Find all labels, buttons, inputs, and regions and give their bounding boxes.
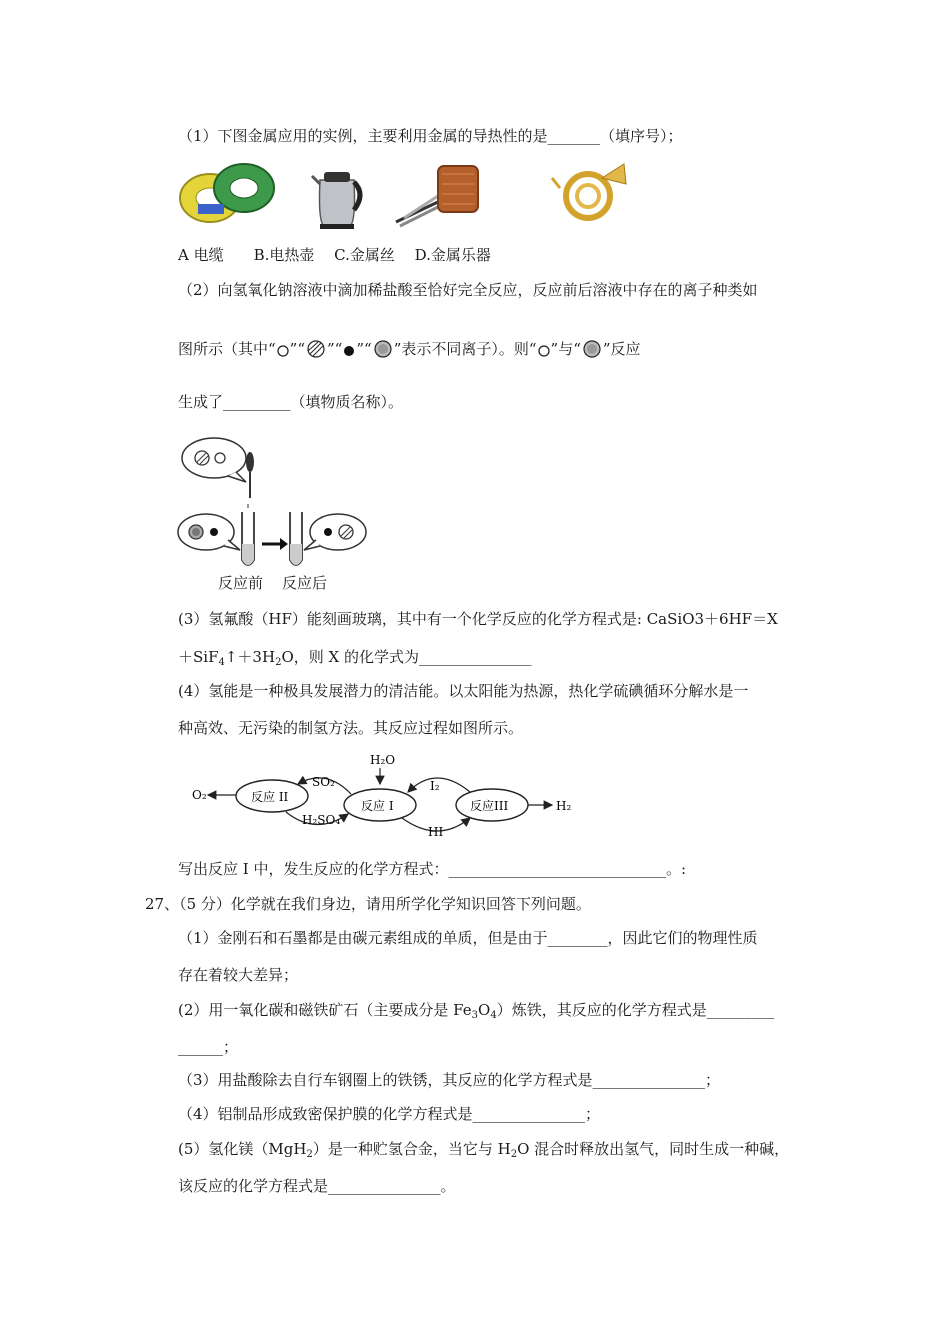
- q27-part5-line1: [178, 1139, 789, 1159]
- hatched-circle-ion-icon: [305, 340, 327, 358]
- subscript: 2: [275, 657, 282, 668]
- dotted-circle-ion-icon: [581, 340, 603, 358]
- before-label: 反应前: [218, 574, 264, 592]
- french-horn-image: [550, 158, 630, 228]
- h2o-label: H₂O: [370, 753, 396, 767]
- q27-part1-line1: （1）金刚石和石墨都是由碳元素组成的单质，但是由于________，因此它们的物理性质: [178, 929, 758, 947]
- electric-kettle-image: [310, 160, 365, 230]
- metal-wire-image: [392, 160, 492, 230]
- q26-part4-question: 写出反应 I 中，发生反应的化学方程式：_____________________________。:: [178, 860, 687, 878]
- q26-part2-line1: （2）向氢氧化钠溶液中滴加稀盐酸至恰好完全反应，反应前后溶液中存在的离子种类如: [178, 281, 758, 299]
- q26-part4-line2: 种高效、无污染的制氢方法。其反应过程如图所示。: [178, 719, 524, 737]
- q27-part2-line1: [178, 1000, 774, 1020]
- text-seg: ↑＋3H: [224, 648, 276, 666]
- q27-part3: （3）用盐酸除去自行车钢圈上的铁锈，其反应的化学方程式是_______________；: [178, 1071, 721, 1089]
- text-seg: ”“: [289, 340, 306, 358]
- q26-part2-line3: 生成了_________（填物质名称）。: [178, 393, 404, 411]
- subscript: 2: [510, 1149, 518, 1160]
- reaction-1-label: 反应 I: [361, 799, 394, 813]
- text-seg: ”反应: [602, 340, 641, 358]
- o2-label: O₂: [192, 788, 207, 802]
- text-seg: O，则 X 的化学式为_______________: [281, 648, 532, 666]
- subscript: 3: [471, 1010, 479, 1021]
- text-seg: ”“: [356, 340, 372, 358]
- subscript: 4: [218, 657, 225, 668]
- text-seg: ）炼铁，其反应的化学方程式是_________: [496, 1001, 775, 1019]
- q27-part4: （4）铝制品形成致密保护膜的化学方程式是_______________；: [178, 1105, 601, 1123]
- text-seg: O: [478, 1001, 491, 1019]
- so2-label: SO₂: [312, 775, 335, 789]
- q27-part2-line2: ______；: [178, 1038, 239, 1056]
- q27-header: 27、（5 分）化学就在我们身边，请用所学化学知识回答下列问题。: [145, 895, 591, 913]
- empty-circle-ion-icon: [276, 342, 290, 358]
- text-seg: ）是一种贮氢合金，当它与 H: [312, 1140, 511, 1158]
- q26-part3-line1: (3）氢氟酸（HF）能刻画玻璃，其中有一个化学反应的化学方程式是: CaSiO3＋6HF＝X: [178, 610, 778, 628]
- text-seg: (2）用一氧化碳和磁铁矿石（主要成分是 Fe: [178, 1001, 472, 1019]
- q26-part1-text: （1）下图金属应用的实例，主要利用金属的导热性的是_______（填序号）；: [178, 127, 683, 145]
- cable-image: [178, 158, 278, 228]
- q26-part4-line1: (4）氢能是一种极具发展潜力的清洁能。以太阳能为热源，热化学硫碘循环分解水是一: [178, 682, 749, 700]
- dotted-circle-ion-icon: [372, 340, 394, 358]
- text-seg: ”与“: [550, 340, 581, 358]
- empty-circle-ion-icon: [537, 342, 551, 358]
- reaction-3-label: 反应III: [470, 799, 509, 813]
- text-seg: ＋SiF: [178, 648, 219, 666]
- reaction-2-label: 反应 II: [251, 790, 289, 804]
- h2so4-label: H₂SO₄: [302, 813, 341, 827]
- q26-part1-options: A 电缆 B.电热壶 C.金属丝 D.金属乐器: [178, 246, 491, 264]
- subscript: 2: [306, 1149, 313, 1160]
- neutralization-figure: [176, 432, 376, 596]
- sulfur-iodine-cycle-diagram: [186, 748, 586, 844]
- q27-part5-line2: 该反应的化学方程式是_______________。: [178, 1177, 456, 1195]
- text-seg: ”“: [327, 340, 343, 358]
- q26-part3-line2: [178, 647, 531, 667]
- solid-dot-ion-icon: [342, 342, 356, 358]
- q26-part2-line2: [178, 339, 641, 359]
- hi-label: HI: [428, 825, 444, 839]
- text-seg: (5）氢化镁（MgH: [178, 1140, 307, 1158]
- q27-part1-line2: 存在着较大差异；: [178, 966, 299, 984]
- text-seg: O 混合时释放出氢气，同时生成一种碱，: [517, 1140, 790, 1158]
- i2-label: I₂: [430, 779, 440, 793]
- subscript: 4: [490, 1010, 497, 1021]
- after-label: 反应后: [282, 574, 328, 592]
- text-seg: 图所示（其中“: [178, 340, 276, 358]
- h2-label: H₂: [556, 799, 572, 813]
- text-seg: ”表示不同离子）。则“: [393, 340, 537, 358]
